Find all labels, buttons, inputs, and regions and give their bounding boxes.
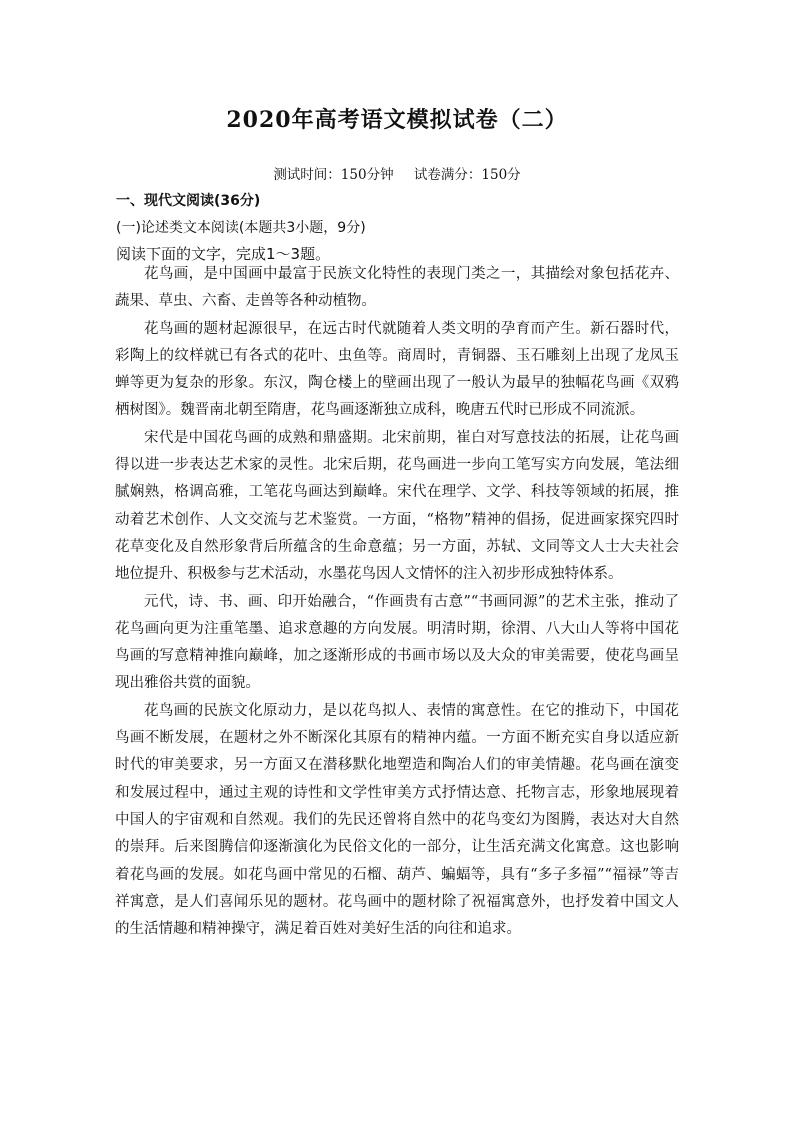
passage-paragraph: 花鸟画的民族文化原动力，是以花鸟拟人、表情的寓意性。在它的推动下，中国花鸟画不断发展，在题材之外不断深化其原有的精神内蕴。一方面不断充实自身以适应新时代的审美要求，另一方面又在潜移默化地塑造和陶冶人们的审美情趣。花鸟画在演变和发展过程中，通过主观的诗性和文学性审美方式抒情达意、托物言志，形象地展现着中国人的宇宙观和自然观。我们的先民还曾将自然中的花鸟变幻为图腾，表达对大自然的崇拜。后来图腾信仰逐渐演化为民俗文化的一部分，让生活充满文化寓意。这也影响着花鸟画的发展。如花鸟画中常见的石榴、葫芦、蝙蝠等，具有“多子多福”“福禄”等吉祥寓意，是人们喜闻乐见的题材。花鸟画中的题材除了祝福寓意外，也抒发着中国文人的生活情趣和精神操守，满足着百姓对美好生活的向往和追求。 (115, 702, 679, 938)
exam-time: 测试时间：150分钟 (273, 167, 394, 183)
reading-passage (115, 261, 679, 943)
section-heading: 一、现代文阅读(36分) (116, 193, 261, 209)
reading-instruction: 阅读下面的文字，完成1～3题。 (116, 245, 331, 263)
passage-paragraph: 元代，诗、书、画、印开始融合，“作画贵有古意”“书画同源”的艺术主张，推动了花鸟画向更为注重笔墨、追求意趣的方向发展。明清时期，徐渭、八大山人等将中国花鸟画的写意精神推向巅峰，加之逐渐形成的书画市场以及大众的审美需要，使花鸟画呈现出雅俗共赏的面貌。 (115, 593, 679, 692)
subsection-heading: (一)论述类文本阅读(本题共3小题，9分) (116, 220, 366, 236)
passage-paragraph: 花鸟画的题材起源很早，在远古时代就随着人类文明的孕育而产生。新石器时代，彩陶上的纹样就已有各式的花叶、虫鱼等。商周时，青铜器、玉石雕刻上出现了龙凤玉蝉等更为复杂的形象。东汉，陶仓楼上的壁画出现了一般认为最早的独幅花鸟画《双鸦栖树图》。魏晋南北朝至隋唐，花鸟画逐渐独立成科，晚唐五代时已形成不同流派。 (115, 320, 679, 419)
exam-score: 试卷满分：150分 (413, 167, 521, 183)
exam-meta (0, 163, 794, 183)
passage-paragraph: 花鸟画，是中国画中最富于民族文化特性的表现门类之一，其描绘对象包括花卉、蔬果、草虫、六畜、走兽等各种动植物。 (115, 266, 679, 310)
page-title: 2020年高考语文模拟试卷（二） (226, 107, 568, 133)
passage-paragraph: 宋代是中国花鸟画的成熟和鼎盛期。北宋前期，崔白对写意技法的拓展，让花鸟画得以进一步表达艺术家的灵性。北宋后期，花鸟画进一步向工笔写实方向发展，笔法细腻娴熟，格调高雅，工笔花鸟画达到巅峰。宋代在理学、文学、科技等领域的拓展，推动着艺术创作、人文交流与艺术鉴赏。一方面，“格物”精神的倡扬，促进画家探究四时花草变化及自然形象背后所蕴含的生命意蕴；另一方面，苏轼、文同等文人士大夫社会地位提升、积极参与艺术活动，水墨花鸟因人文情怀的注入初步形成独特体系。 (115, 429, 679, 583)
